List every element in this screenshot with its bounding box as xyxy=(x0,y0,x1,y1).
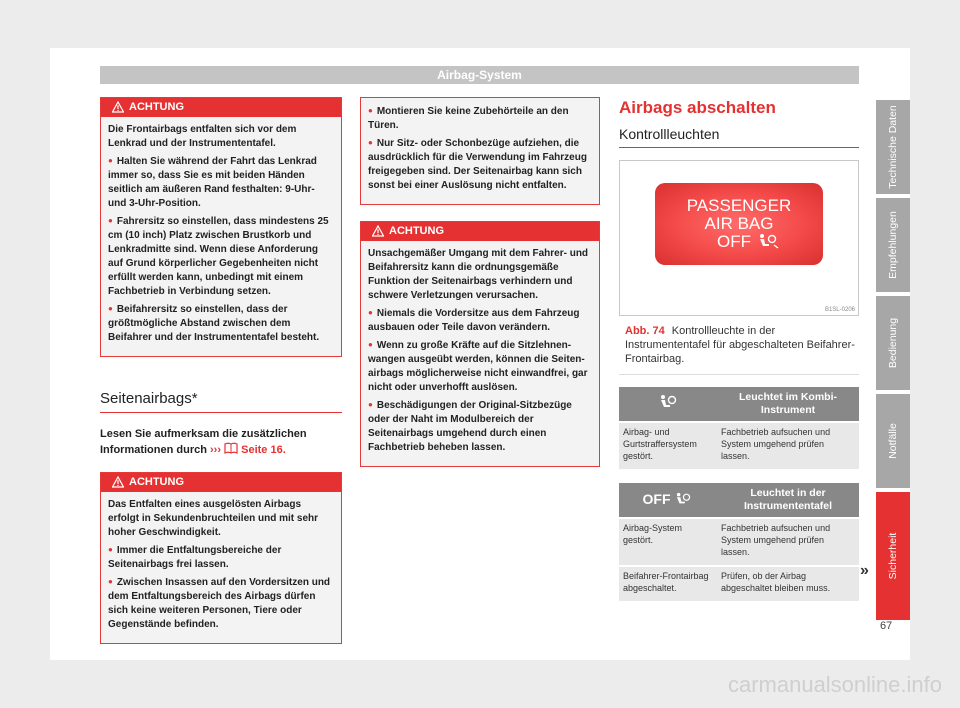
warning-bullet: ● Fahrersitz so einstellen, dass mindestens 25 cm (10 inch) Platz zwischen Brustkorb und Lenkradmitte sind. Wenn diese Anforderung auf Grund körperlicher Gegebenheiten nicht erfüllt werden kann, unbedingt mit einem Fachbetrieb in Verbindung setzen. xyxy=(108,214,334,299)
indicator-table xyxy=(619,483,859,601)
warning-body xyxy=(101,492,341,643)
warning-intro: Die Frontairbags entfalten sich vor dem Lenkrad und der Instrumententafel. xyxy=(108,124,297,149)
warning-intro: Das Entfalten eines ausgelösten Airbags erfolgt in Sekundenbruchteilen und mit sehr hoher Geschwindigkeit. xyxy=(108,499,319,538)
tab-sicherheit[interactable]: Sicherheit xyxy=(876,492,910,620)
warning-box xyxy=(360,221,600,467)
chapter-tabs xyxy=(876,100,910,624)
warning-triangle-icon xyxy=(112,476,124,488)
page-title: Airbags abschalten xyxy=(619,98,776,117)
warning-body xyxy=(361,98,599,204)
table-header: Leuchtet in der Instrumententafel xyxy=(717,483,859,518)
book-icon xyxy=(224,442,238,454)
figure-caption: Abb. 74 Kontrollleuchte in der Instrumententafel für abgeschalteten Beifahrer-Frontairbag. xyxy=(619,320,859,375)
warning-header: ACHTUNG xyxy=(101,98,341,117)
tab-notfaelle[interactable]: Notfälle xyxy=(876,394,910,488)
warning-bullet: ● Immer die Entfaltungsbereiche der Seitenairbags frei lassen. xyxy=(108,543,334,572)
airbag-off-icon xyxy=(673,492,693,506)
warning-triangle-icon xyxy=(372,225,384,237)
table-row: Airbag- und Gurtstraffersystem gestört. Fachbetrieb aufsuchen und System umgehend prüfen lassen. xyxy=(619,422,859,469)
table-row: Airbag-System gestört. Fachbetrieb aufsuchen und System umgehend prüfen lassen. xyxy=(619,518,859,566)
warning-bullet: ● Niemals die Vordersitze aus dem Fahrzeug ausbauen oder Teile davon verändern. xyxy=(368,306,592,335)
continue-marker: » xyxy=(860,562,869,579)
warning-bullet: ● Halten Sie während der Fahrt das Lenkrad immer so, dass Sie es mit beiden Händen seitlich am äußeren Rand festhalten: 9-Uhr- und 3-Uhr-Position. xyxy=(108,154,334,211)
page-number: 67 xyxy=(880,620,893,632)
warning-intro: Unsachgemäßer Umgang mit dem Fahrer- und Beifahrersitz kann die ordnungsgemäße Funktion der Seitenairbags verhindern und schwere Verletzungen verursachen. xyxy=(368,248,589,301)
warning-box-continued xyxy=(360,97,600,205)
warning-header: ACHTUNG xyxy=(361,222,599,241)
airbag-warning-icon xyxy=(657,394,679,410)
tab-empfehlungen[interactable]: Empfehlungen xyxy=(876,198,910,292)
page-reference-link[interactable]: ››› Seite 16. xyxy=(210,444,286,456)
column-middle xyxy=(360,97,600,479)
warning-bullet: ● Beschädigungen der Original-Sitzbezüge oder der Naht im Modulbereich der Seitenairbags umgehend durch einen Fachbetrieb beheben lassen. xyxy=(368,398,592,455)
column-left xyxy=(100,97,342,656)
warning-body xyxy=(101,117,341,356)
column-right xyxy=(619,97,859,601)
warning-body xyxy=(361,241,599,466)
table-header: Leuchtet im Kombi-Instrument xyxy=(717,387,859,422)
warning-bullet: ● Wenn zu große Kräfte auf die Sitzlehnen-wangen ausgeübt werden, können die Seiten-airbags möglicherweise nicht einwandfrei, gar nicht oder unverhofft auslösen. xyxy=(368,338,592,395)
table-row: Beifahrer-Frontairbag abgeschaltet. Prüfen, ob der Airbag abgeschaltet bleiben muss. xyxy=(619,566,859,601)
section-title: Seitenairbags* xyxy=(100,389,342,413)
warning-bullet: ● Beifahrersitz so einstellen, dass der größtmögliche Abstand zwischen dem Beifahrer und der Instrumententafel besteht. xyxy=(108,302,334,345)
warning-triangle-icon xyxy=(112,101,124,113)
airbag-icon xyxy=(756,233,780,249)
warning-bullet: ● Nur Sitz- oder Schonbezüge aufziehen, die ausdrücklich für die Verwendung im Fahrzeug freigegeben sind. Der Seitenairbag kann sich sonst bei einer Auslösung nicht entfalten. xyxy=(368,136,592,193)
table-icon-cell: OFF xyxy=(619,483,717,518)
figure-code: B1SL-0206 xyxy=(824,307,855,313)
warning-box xyxy=(100,97,342,357)
tab-bedienung[interactable]: Bedienung xyxy=(876,296,910,390)
passenger-airbag-off-indicator: PASSENGER AIR BAG OFF xyxy=(655,183,823,265)
chapter-header: Airbag-System xyxy=(100,66,859,84)
warning-box xyxy=(100,472,342,644)
table-icon-cell xyxy=(619,387,717,422)
subtitle: Kontrollleuchten xyxy=(619,125,859,148)
paragraph: Lesen Sie aufmerksam die zusätzlichen Informationen durch ››› Seite 16. xyxy=(100,428,307,456)
tab-technische-daten[interactable]: Technische Daten xyxy=(876,100,910,194)
indicator-table xyxy=(619,387,859,469)
warning-bullet: ● Montieren Sie keine Zubehörteile an den Türen. xyxy=(368,104,592,133)
watermark: carmanualsonline.info xyxy=(727,672,942,697)
warning-bullet: ● Zwischen Insassen auf den Vordersitzen und dem Entfaltungsbereich des Airbags dürfen sich keine weiteren Personen, Tiere oder Gegenstände befinden. xyxy=(108,575,334,632)
figure xyxy=(619,160,859,316)
warning-header: ACHTUNG xyxy=(101,473,341,492)
